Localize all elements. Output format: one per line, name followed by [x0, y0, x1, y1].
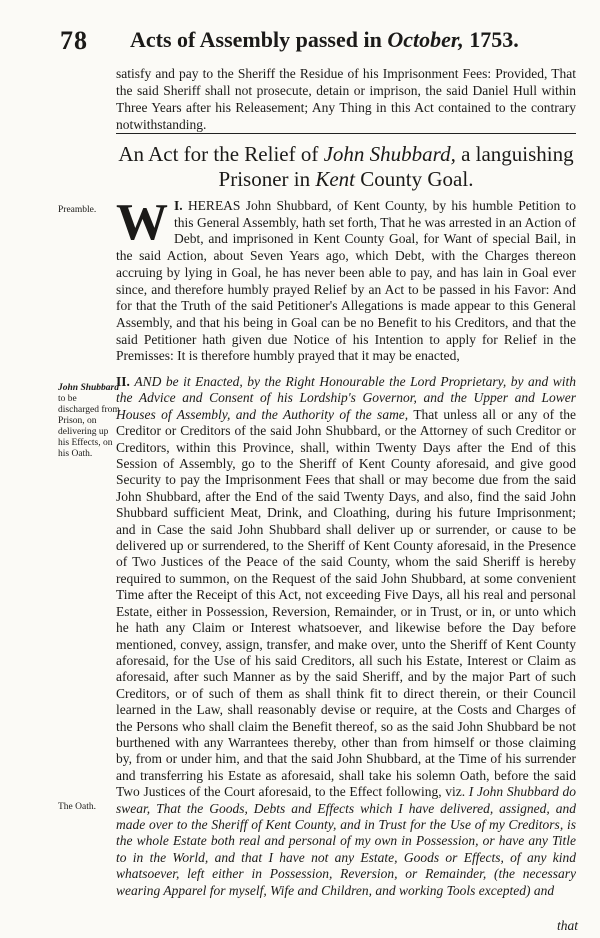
section-two-text: That unless all or any of the Creditor or Creditors of the said John Shubbard, or the Attorney of such Creditor or Creditors, within this Province, shall, within Twenty Days after the End of this Session of Assembly, go to the Sheriff of Kent County aforesaid, and give good Security to pay the Imprisonment Fees that shall or may become due from the said John Shubbard, after the End of the said Twenty Days, and also, find the said John Shubbard sufficient Meat, Drink, and Cloathing, during his future Imprisonment; and in Case the said John Shubbard shall deliver up or surrender, or cause to be delivered up or surrendered, to the Sheriff of Kent County aforesaid, in the Presence of Two Justices of the Peace of the said County, whom the said Sheriff is hereby required to summon, on the Request of the said John Shubbard, at some convenient Time after the Receipt of this Act, not exceeding Five Days, all his real and personal Estate, either in Possession, Reversion, Remainder, or in Trust, or in, or unto which he hath any Claim or Interest whatsoever, and likewise before the Day before mentioned, convey, assign, transfer, and make over, unto the Sheriff of Kent County aforesaid, for the Use of his said Creditors, all such his Estate, Interest or Claim as aforesaid, after such Manner as by the said Sheriff, and by the major Part of such Creditors, or of such of them as shall think fit to direct therein, or their Council learned in the Law, shall reasonably devise or require, at the Costs and Charges of the Persons who shall claim the Benefit thereof, so as the said John Shubbard be not burthened with any Warrantees thereby, other than from himself or those claiming by, from or under him, and that the said John Shubbard, at the Time of his surrender and transferring his Estate as aforesaid, shall take his solemn Oath, before the said Two Justices of the Court aforesaid, to the Effect following, viz. — [116, 406, 576, 800]
proviso-paragraph: satisfy and pay to the Sheriff the Residue of his Imprisonment Fees: Provided, That the said Sheriff shall not prosecute, detain or imprison, the said Daniel Hull within Three Years after his Releasement; Any Thing in this Act contained to the contrary notwithstanding. — [116, 66, 576, 132]
margin-note-discharge-text: to be discharged from Prison, on delivering up his Effects, on his Oath. — [58, 394, 120, 459]
catchword: that — [556, 918, 578, 933]
margin-note-discharge — [58, 383, 120, 460]
running-head-year: 1753. — [469, 27, 519, 52]
act-title-part1: An Act for the Relief of — [118, 142, 319, 166]
section-one-text: HEREAS John Shubbard, of Kent County, by his humble Petition to this General Assembly, hath set forth, That he was arrested in an Action of Debt, and imprisoned in Kent County Goal, for Want of special Bail, in the said Action, about Seven Years ago, which Debt, with the Charges thereon accruing by lying in Goal, he has never been able to pay, and has lain in Goal ever since, and therefore humbly prayed Relief by an Act to be passed in his Favor: And for that the Truth of the said Petitioner's Allegations is made appear to this General Assembly, and that his being in Goal can be no Benefit to his Creditors, and that the said Petitioner hath given due Notice of his Intention to apply for Relief in the Premisses: It is therefore humbly prayed that it may be enacted, — [116, 198, 576, 364]
oath-text: I John Shubbard do swear, That the Goods, Debts and Effects which I have delivered, assigned, and made over to the Sheriff of Kent County, and in Trust for the Use of my Creditors, is the whole Estate both real and personal of my own in Possession, or have any Title to in the World, and that I have not any Estate, Goods or Effects, of any kind whatsoever, left either in Possession, Reversion, or Remainder, (the necessary wearing Apparel for myself, Wife and Children, and working Tools excepted) and — [116, 784, 576, 898]
act-title-county: Kent — [315, 167, 356, 191]
drop-cap: W — [116, 194, 168, 251]
running-head-month: October, — [387, 27, 464, 52]
page-number: 78 — [60, 26, 88, 55]
act-title-name: John Shubbard, — [323, 142, 456, 166]
act-title — [116, 142, 576, 192]
running-head-prefix: Acts of Assembly passed in — [130, 27, 382, 52]
enacting-clause: AND be it Enacted, by the Right Honourable the Lord Proprietary, by and with the Advice and Consent of his Lordship's Governor, and the Upper and Lower Houses of Assembly, and the Authority of the same, — [116, 374, 577, 422]
section-one — [116, 194, 576, 365]
act-title-part3: County Goal. — [360, 167, 474, 191]
section-one-number: I. — [174, 198, 183, 213]
running-head — [130, 27, 560, 53]
margin-note-oath: The Oath. — [58, 802, 96, 812]
section-divider — [116, 133, 576, 134]
margin-note-preamble: Preamble. — [58, 205, 97, 215]
section-two-number: II. — [116, 374, 130, 389]
margin-note-name: John Shubbard — [58, 383, 119, 393]
section-two — [116, 374, 576, 899]
act-title-part2: a languishing Prisoner in — [218, 142, 574, 191]
